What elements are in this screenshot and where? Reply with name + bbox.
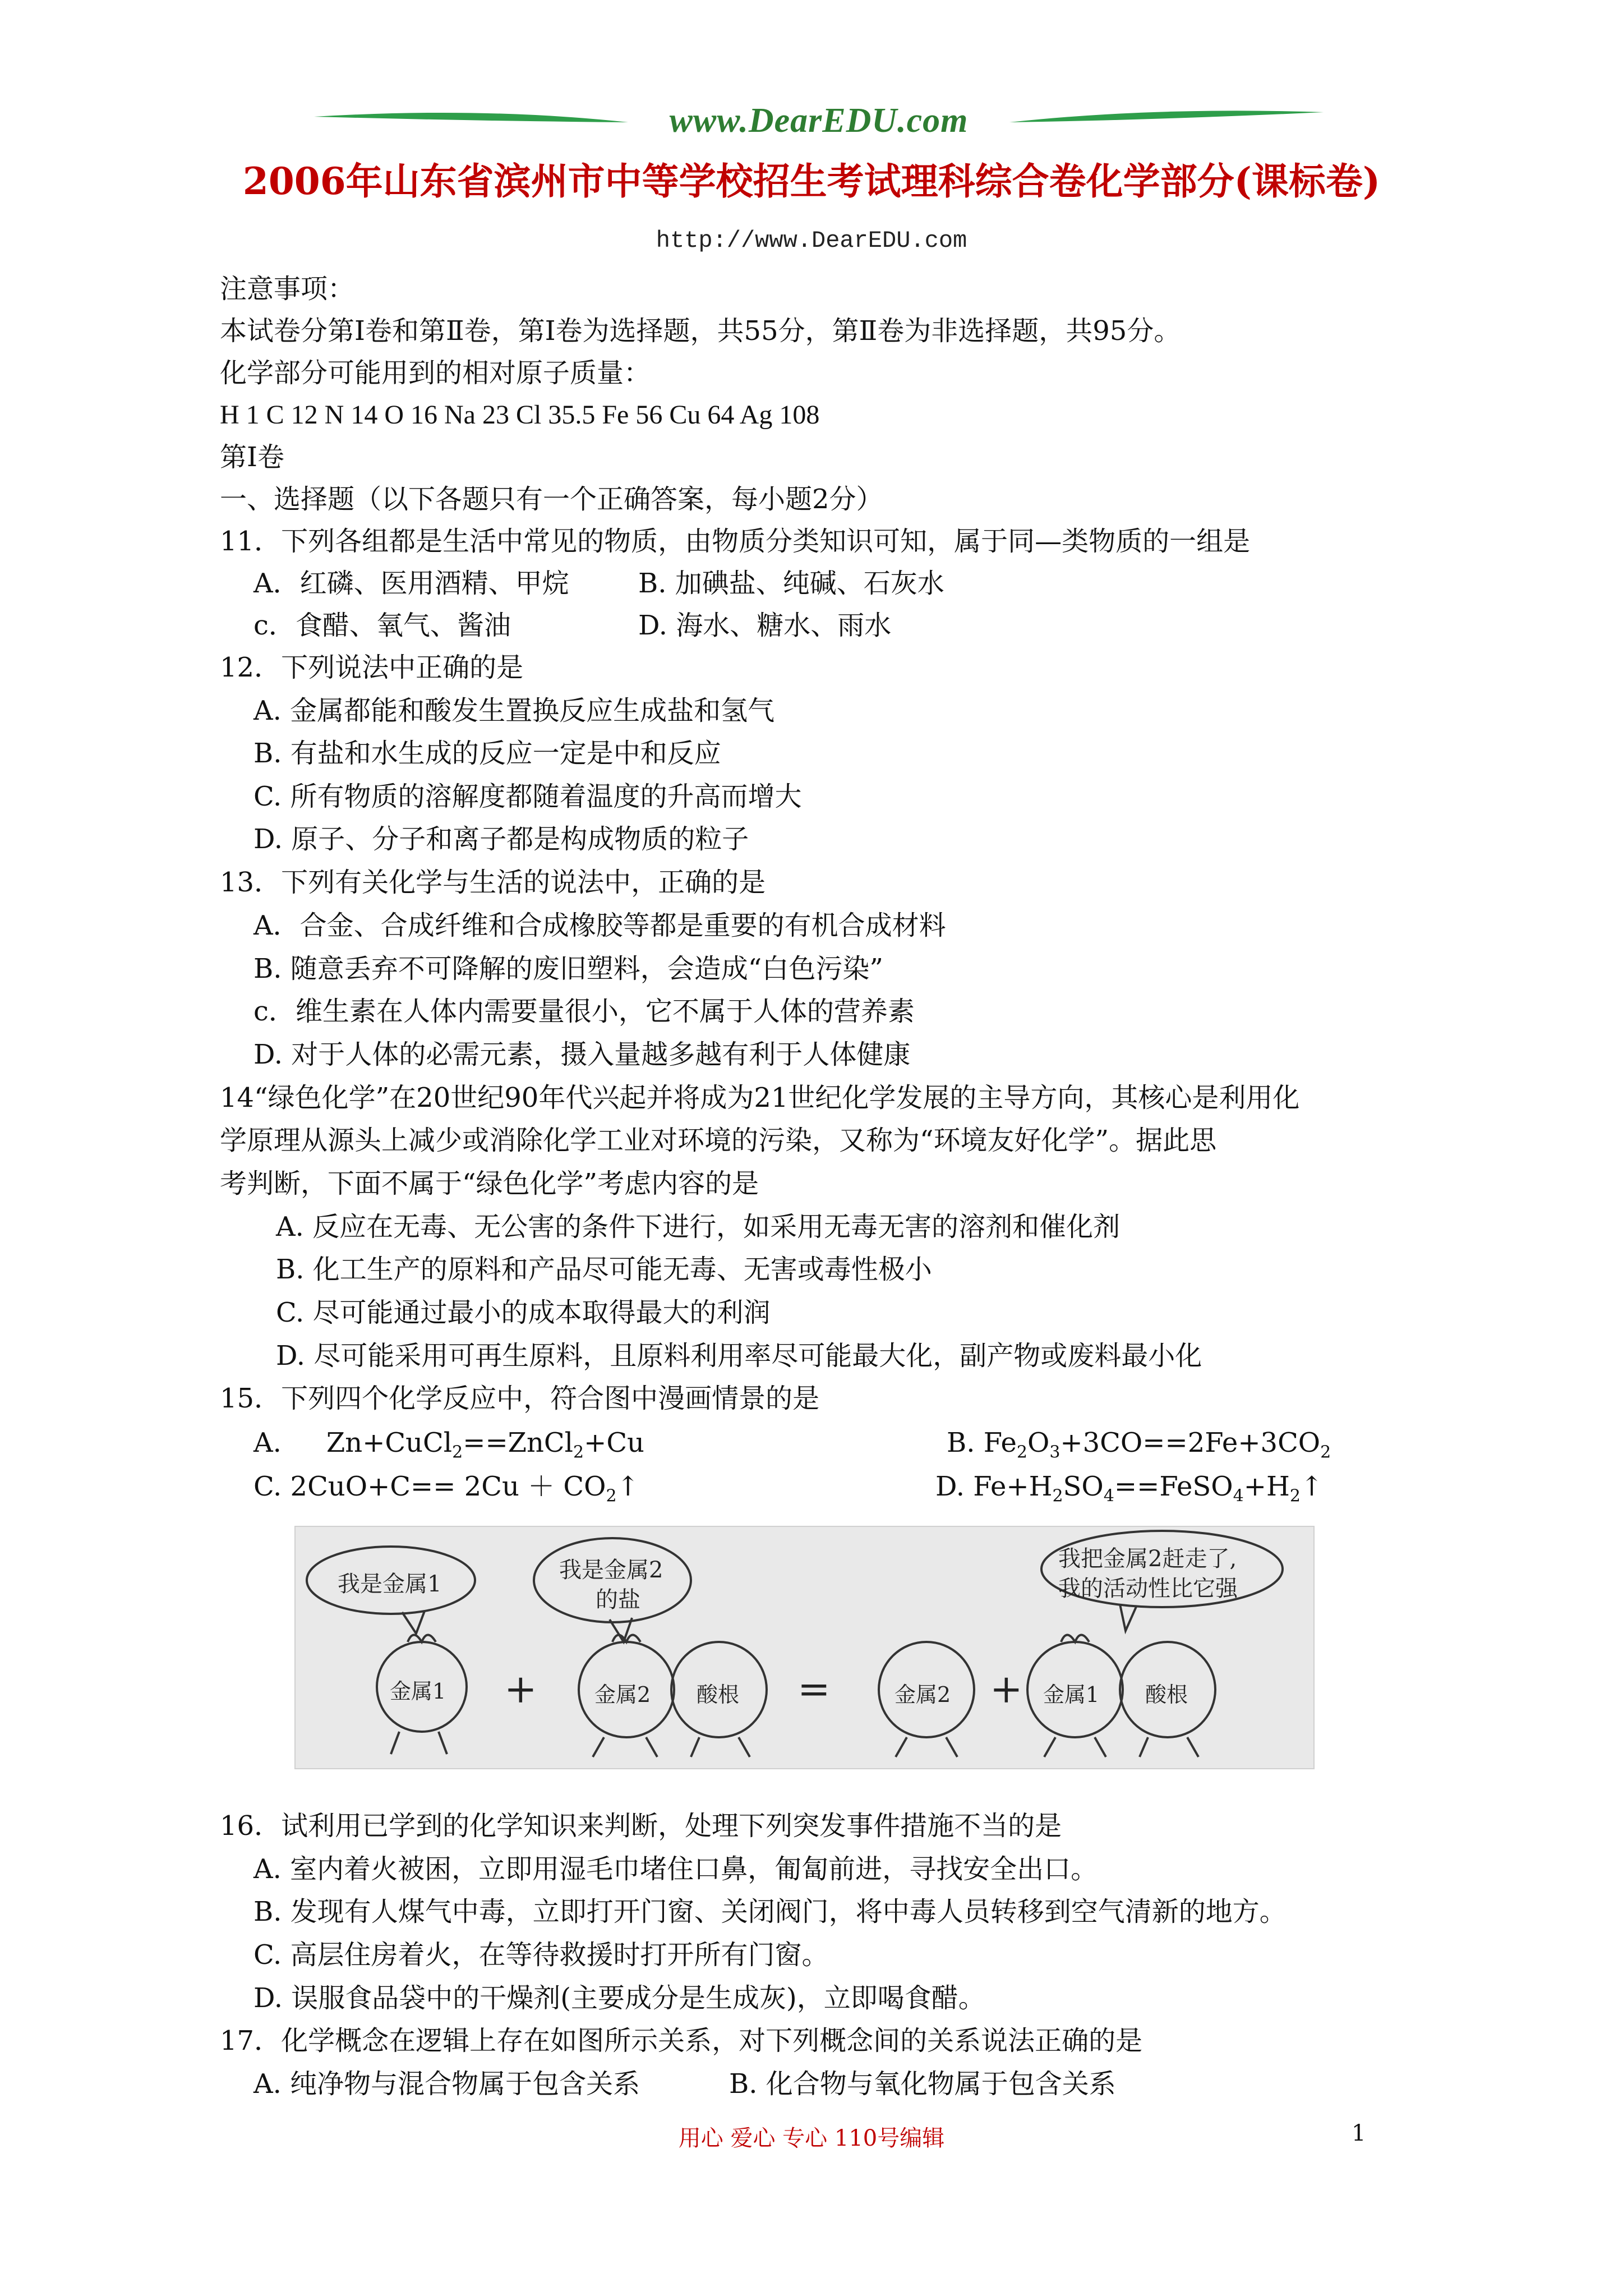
q14-option-d: D. 尽可能采用可再生原料，且原料利用率尽可能最大化，副产物或废料最小化 — [276, 1340, 1202, 1372]
subscript: 2 — [573, 1442, 584, 1462]
source-url: http://www.DearEDU.com — [656, 227, 967, 254]
metal-displacement-cartoon — [294, 1526, 1315, 1769]
subscript: 2 — [606, 1486, 617, 1506]
q13-option-d: D. 对于人体的必需元素，摄入量越多越有利于人体健康 — [253, 1039, 911, 1070]
q13-option-c: c．维生素在人体内需要量很小，它不属于人体的营养素 — [253, 996, 915, 1027]
subscript: 3 — [1049, 1442, 1061, 1462]
q15-a-label: A. — [253, 1427, 282, 1458]
page-title: 2006年山东省滨州市中等学校招生考试理科综合卷化学部分(课标卷) — [242, 159, 1381, 203]
bubble-displace-line2: 我的活动性比它强 — [1058, 1576, 1238, 1602]
q16-stem: 16．试利用已学到的化学知识来判断，处理下列突发事件措施不当的是 — [220, 1810, 1062, 1842]
q15-stem: 15．下列四个化学反应中，符合图中漫画情景的是 — [220, 1383, 820, 1414]
subscript: 2 — [1289, 1486, 1301, 1506]
q17-option-a: A. 纯净物与混合物属于包含关系 — [253, 2068, 640, 2100]
q14-option-b: B. 化工生产的原料和产品尽可能无毒、无害或毒性极小 — [276, 1254, 932, 1285]
equals-sign: = — [797, 1666, 831, 1712]
plus-sign: + — [504, 1666, 537, 1712]
atomic-masses: H 1 C 12 N 14 O 16 Na 23 Cl 35.5 Fe 56 Cu 64 Ag 108 — [220, 400, 820, 430]
q13-stem: 13．下列有关化学与生活的说法中，正确的是 — [220, 867, 766, 898]
q14-option-a: A. 反应在无毒、无公害的条件下进行，如采用无毒无害的溶剂和催化剂 — [276, 1211, 1121, 1243]
q12-option-a: A. 金属都能和酸发生置换反应生成盐和氢气 — [253, 695, 775, 726]
bubble-metal2-line2: 的盐 — [596, 1587, 640, 1613]
q14-option-c: C. 尽可能通过最小的成本取得最大的利润 — [276, 1297, 771, 1328]
q15-a-mid: ==ZnCl — [463, 1427, 573, 1458]
plus-sign: + — [990, 1666, 1023, 1712]
q15-b-o: O — [1027, 1427, 1050, 1458]
subscript: 4 — [1233, 1486, 1244, 1506]
bubble-metal1: 我是金属1 — [338, 1571, 442, 1597]
face-metal1-product: 金属1 — [1043, 1682, 1100, 1707]
q15-c-label: C. 2CuO+C== 2Cu ＋ CO — [253, 1471, 606, 1502]
face-metal2: 金属2 — [594, 1682, 651, 1707]
q15-option-c — [253, 1470, 639, 1506]
q16-option-d: D. 误服食品袋中的干燥剂(主要成分是生成灰)，立即喝食醋。 — [253, 1982, 985, 2014]
notice-text: 本试卷分第Ⅰ卷和第Ⅱ卷，第Ⅰ卷为选择题，共55分，第Ⅱ卷为非选择题，共95分。 — [220, 315, 1181, 347]
q11-option-a: A．红磷、医用酒精、甲烷 — [253, 568, 569, 599]
q15-d-h: +H — [1243, 1471, 1290, 1502]
bubble-displace-line1: 我把金属2赶走了, — [1058, 1546, 1237, 1572]
site-banner — [314, 95, 1324, 146]
part-label: 第Ⅰ卷 — [220, 441, 284, 473]
section-label: 一、选择题（以下各题只有一个正确答案，每小题2分） — [220, 484, 883, 515]
bubble-metal2-line1: 我是金属2 — [559, 1557, 663, 1583]
q12-option-c: C. 所有物质的溶解度都随着温度的升高而增大 — [253, 781, 802, 812]
q12-option-b: B. 有盐和水生成的反应一定是中和反应 — [253, 738, 721, 769]
face-acid-radical-product: 酸根 — [1145, 1682, 1188, 1707]
up-arrow-icon: ↑ — [1300, 1471, 1324, 1502]
subscript: 2 — [1052, 1486, 1063, 1506]
face-acid-radical: 酸根 — [697, 1682, 740, 1707]
footer-text: 用心 爱心 专心 110号编辑 — [678, 2125, 945, 2151]
mass-label: 化学部分可能用到的相对原子质量： — [220, 357, 651, 389]
q15-a-end: +Cu — [584, 1427, 644, 1458]
q14-stem-line3: 考判断，下面不属于“绿色化学”考虑内容的是 — [220, 1168, 759, 1199]
up-arrow-icon: ↑ — [616, 1471, 639, 1502]
q15-d-mid: ==FeSO — [1114, 1471, 1233, 1502]
q11-option-d: D. 海水、糖水、雨水 — [638, 610, 892, 641]
face-metal2-product: 金属2 — [895, 1682, 951, 1707]
q12-option-d: D. 原子、分子和离子都是构成物质的粒子 — [253, 823, 749, 855]
q17-option-b: B. 化合物与氧化物属于包含关系 — [729, 2068, 1116, 2100]
subscript: 4 — [1103, 1486, 1114, 1506]
q13-option-b: B. 随意丢弃不可降解的废旧塑料，会造成“白色污染” — [253, 953, 883, 984]
q14-stem-line2: 学原理从源头上减少或消除化学工业对环境的污染，又称为“环境友好化学”。据此思 — [220, 1125, 1217, 1156]
q13-option-a: A．合金、合成纤维和合成橡胶等都是重要的有机合成材料 — [253, 910, 946, 941]
notice-label: 注意事项： — [220, 273, 355, 305]
page-number: 1 — [1352, 2120, 1366, 2146]
q15-d-label: D. Fe+H — [935, 1471, 1053, 1502]
subscript: 2 — [1016, 1442, 1027, 1462]
subscript: 2 — [1320, 1442, 1331, 1462]
q14-stem-line1: 14“绿色化学”在20世纪90年代兴起并将成为21世纪化学发展的主导方向，其核心是利用化 — [220, 1082, 1300, 1114]
q15-option-d — [935, 1470, 1324, 1506]
banner-text: www.DearEDU.com — [669, 102, 969, 140]
q16-option-a: A. 室内着火被困，立即用湿毛巾堵住口鼻，匍匐前进，寻找安全出口。 — [253, 1853, 1098, 1885]
q15-a-zn: Zn+CuCl — [326, 1427, 453, 1458]
q16-option-b: B. 发现有人煤气中毒，立即打开门窗、关闭阀门，将中毒人员转移到空气清新的地方。 — [253, 1896, 1287, 1927]
face-metal1: 金属1 — [390, 1679, 446, 1704]
q12-stem: 12．下列说法中正确的是 — [220, 652, 524, 683]
subscript: 2 — [452, 1442, 463, 1462]
q11-option-b: B. 加碘盐、纯碱、石灰水 — [638, 568, 944, 599]
q15-b-mid: +3CO==2Fe+3CO — [1060, 1427, 1321, 1458]
q15-option-a — [253, 1426, 644, 1460]
q15-d-so: SO — [1063, 1471, 1104, 1502]
q11-stem: 11．下列各组都是生活中常见的物质，由物质分类知识可知，属于同—类物质的一组是 — [220, 526, 1251, 557]
q16-option-c: C. 高层住房着火，在等待救援时打开所有门窗。 — [253, 1939, 829, 1971]
q17-stem: 17．化学概念在逻辑上存在如图所示关系，对下列概念间的关系说法正确的是 — [220, 2025, 1143, 2056]
q11-option-c: c．食醋、氧气、酱油 — [253, 610, 511, 641]
q15-b-label: B. Fe — [947, 1427, 1017, 1458]
q15-option-b — [947, 1426, 1331, 1460]
